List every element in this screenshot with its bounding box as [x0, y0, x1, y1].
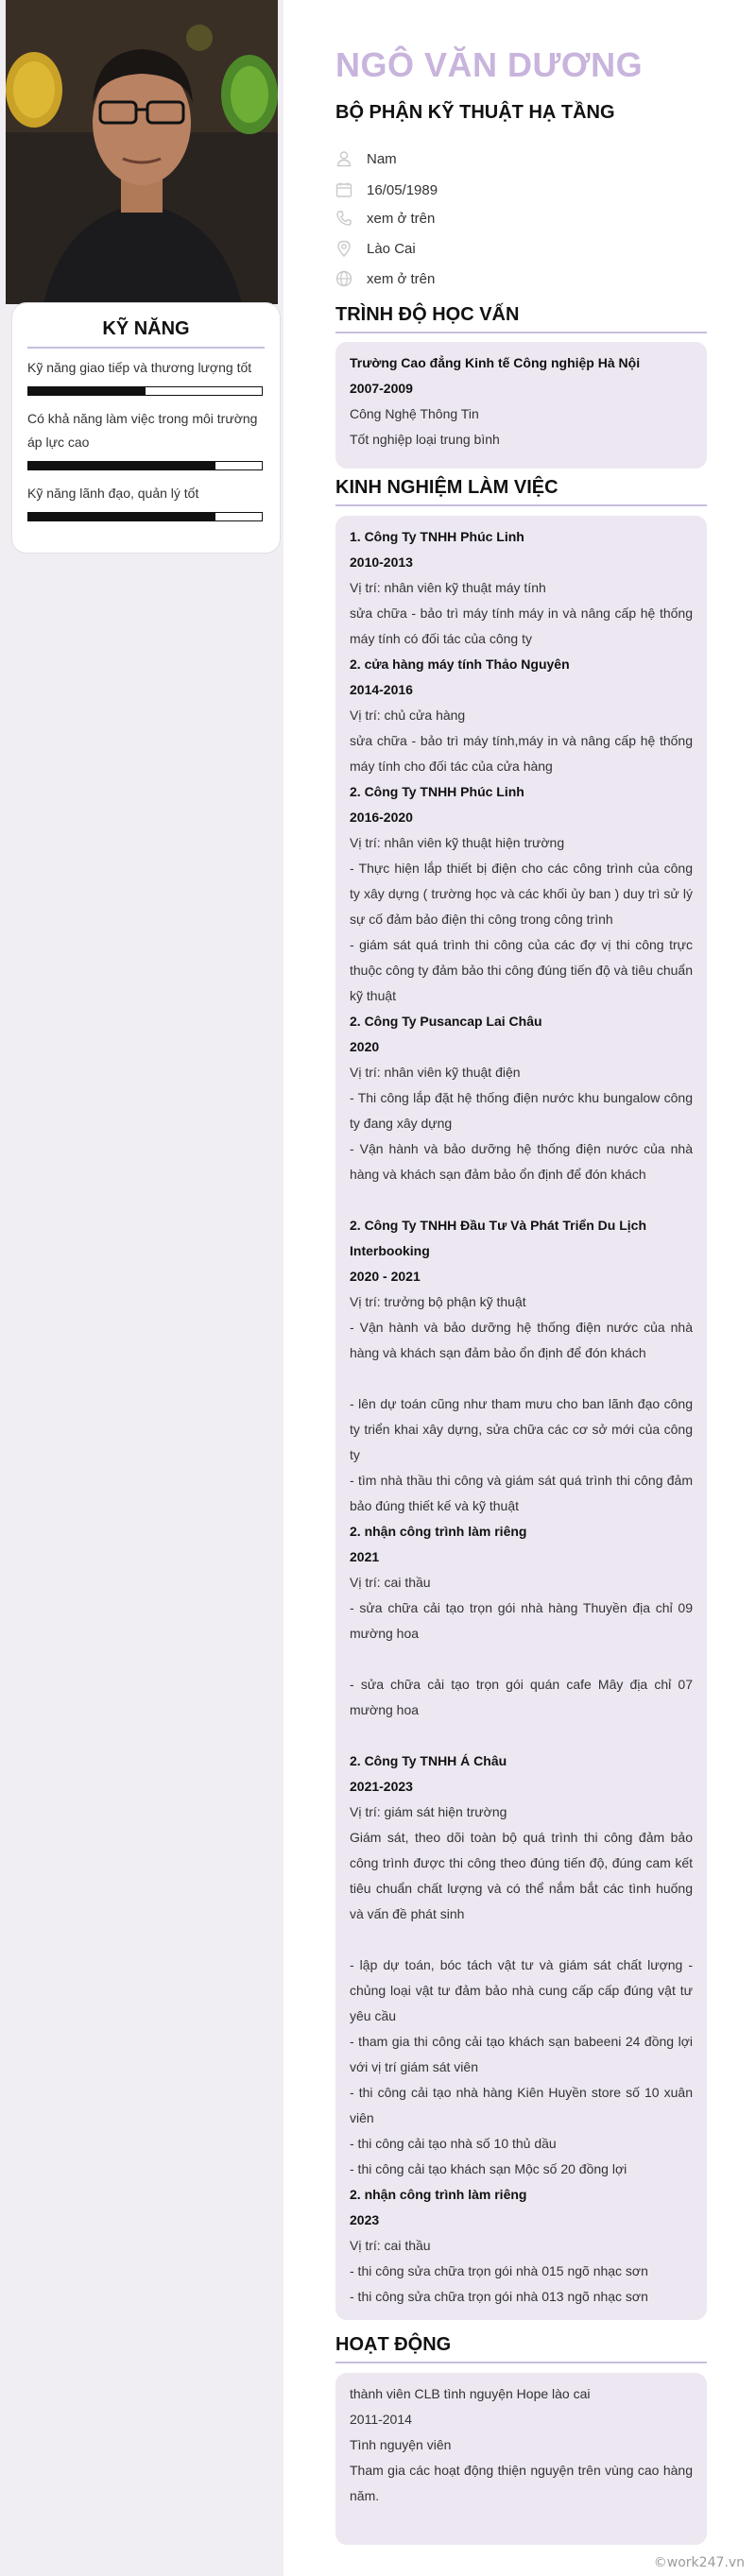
location-pin-icon — [335, 240, 352, 257]
address-row — [335, 237, 416, 260]
phone-row — [335, 207, 435, 230]
job-position: Vị trí: nhân viên kỹ thuật điện — [350, 1065, 521, 1080]
job-description: - lập dự toán, bóc tách vật tư và giám sát chất lượng - chủng loại vật tư đảm bảo nhà cung cấp cấp đúng vật tư yêu cầu — [350, 1957, 693, 2023]
job-position: Vị trí: trưởng bộ phận kỹ thuật — [350, 1294, 526, 1309]
job-description: - thi công sửa chữa trọn gói nhà 013 ngõ nhạc sơn — [350, 2289, 648, 2304]
job-description: - thi công cải tạo khách sạn Mộc số 20 đồng lợi — [350, 2161, 627, 2176]
address-value: Lào Cai — [367, 240, 416, 257]
job-description: - Thực hiện lắp thiết bị điện cho các công trình của công ty xây dựng ( trường học và các khối ủy ban ) duy trì sử lý sự cố đảm bảo điện thi công trong công trình — [350, 861, 693, 927]
job-description: - tìm nhà thầu thi công và giám sát quá trình thi công đảm bảo đúng thiết kế và kỹ thuật — [350, 1473, 693, 1513]
job-description: - thi công cải tạo nhà số 10 thủ dầu — [350, 2136, 557, 2151]
job-description: - giám sát quá trình thi công của các đợ vị thi công trực thuộc công ty đảm bảo thi công đúng tiến độ và tiêu chuẩn kỹ thuật — [350, 937, 693, 1003]
phone-icon — [335, 210, 352, 227]
education-years: 2007-2009 — [350, 381, 413, 396]
job-years: 2020 — [350, 1039, 380, 1054]
phone-value: xem ở trên — [367, 210, 436, 227]
website-value: xem ở trên — [367, 270, 436, 287]
job-position: Vị trí: cai thầu — [350, 2238, 431, 2253]
job-years: 2016-2020 — [350, 810, 413, 825]
activity-org: thành viên CLB tình nguyện Hope lào cai — [350, 2386, 591, 2401]
job-position: Vị trí: nhân viên kỹ thuật hiện trường — [350, 835, 565, 850]
job-description: - thi công sửa chữa trọn gói nhà 015 ngõ nhạc sơn — [350, 2263, 648, 2278]
user-icon — [335, 150, 352, 167]
skill-item — [27, 482, 265, 521]
activity-years: 2011-2014 — [350, 2412, 412, 2427]
activity-description: Tham gia các hoạt động thiện nguyện trên vùng cao hàng năm. — [350, 2463, 693, 2503]
company-name: 2. Công Ty TNHH Á Châu — [350, 1753, 507, 1768]
job-description: - tham gia thi công cải tạo khách sạn babeeni 24 đồng lợi với vị trí giám sát viên — [350, 2034, 693, 2074]
company-name: 2. Công Ty TNHH Phúc Linh — [350, 784, 524, 799]
job-position: Vị trí: nhân viên kỹ thuật máy tính — [350, 580, 546, 595]
experience-title: KINH NGHIỆM LÀM VIỆC — [335, 477, 707, 506]
calendar-icon — [335, 181, 352, 198]
skill-bar — [27, 461, 263, 470]
job-description: - Vận hành và bảo dưỡng hệ thống điện nước của nhà hàng và khách sạn đảm bảo ổn định để đón khách — [350, 1141, 693, 1182]
job-description: - sửa chữa cải tạo trọn gói quán cafe Mây địa chỉ 07 mường hoa — [350, 1677, 693, 1717]
school-name: Trường Cao đẳng Kinh tế Công nghiệp Hà Nội — [350, 355, 641, 370]
education-result: Tốt nghiệp loại trung bình — [350, 432, 500, 447]
job-description: - Thi công lắp đặt hệ thống điện nước khu bungalow công ty đang xây dựng — [350, 1090, 693, 1131]
activity-role: Tình nguyện viên — [350, 2437, 452, 2452]
experience-box — [335, 516, 707, 2320]
skill-label: Kỹ năng giao tiếp và thương lượng tốt — [27, 360, 252, 375]
job-position: Vị trí: cai thầu — [350, 1575, 431, 1590]
job-years: 2023 — [350, 2212, 380, 2227]
skills-title: KỸ NĂNG — [27, 318, 265, 349]
company-name: 2. Công Ty TNHH Đầu Tư Và Phát Triển Du Lịch Interbooking — [350, 1218, 647, 1258]
education-major: Công Nghệ Thông Tin — [350, 406, 479, 421]
company-name: 2. nhận công trình làm riêng — [350, 1524, 527, 1539]
birthdate-value: 16/05/1989 — [367, 181, 438, 198]
skill-bar-fill — [28, 462, 215, 469]
gender-value: Nam — [367, 150, 397, 167]
job-description: - lên dự toán cũng như tham mưu cho ban lãnh đạo công ty triển khai xây dựng, sửa chữa các cơ sở mới của công ty — [350, 1396, 693, 1462]
skill-bar — [27, 512, 263, 521]
job-description: - thi công cải tạo nhà hàng Kiên Huyền store số 10 xuân viên — [350, 2085, 693, 2125]
education-title: TRÌNH ĐỘ HỌC VẤN — [335, 304, 707, 333]
skill-item — [27, 407, 265, 470]
company-name: 2. nhận công trình làm riêng — [350, 2187, 527, 2202]
spacer — [350, 1187, 693, 1213]
skill-label: Có khả năng làm việc trong môi trường áp lực cao — [27, 411, 258, 450]
birthdate-row — [335, 179, 438, 201]
job-position: Vị trí: chủ cửa hàng — [350, 708, 466, 723]
skills-card — [11, 302, 281, 554]
candidate-name: NGÔ VĂN DƯƠNG — [335, 45, 644, 84]
skill-label: Kỹ năng lãnh đạo, quản lý tốt — [27, 486, 199, 501]
skill-item — [27, 356, 265, 396]
spacer — [350, 1366, 693, 1391]
spacer — [350, 1646, 693, 1672]
website-row — [335, 267, 435, 290]
globe-icon — [335, 270, 352, 287]
job-years: 2010-2013 — [350, 554, 413, 570]
department-title: BỘ PHẬN KỸ THUẬT HẠ TẦNG — [335, 102, 615, 123]
gender-row — [335, 147, 397, 170]
activities-title: HOẠT ĐỘNG — [335, 2334, 707, 2363]
job-description: sửa chữa - bảo trì máy tính máy in và nâng cấp hệ thống máy tính có đối tác của công ty — [350, 606, 693, 646]
skill-bar-fill — [28, 513, 215, 520]
job-description: - sửa chữa cải tạo trọn gói nhà hàng Thuyền địa chỉ 09 mường hoa — [350, 1600, 693, 1641]
job-description: Giám sát, theo dõi toàn bộ quá trình thi công đảm bảo công trình được thi công theo đúng tiến độ, đúng cam kết tiêu chuẩn chất lượng và có thể nắm bắt các tình huống và vấn đề phát sinh — [350, 1830, 693, 1921]
company-name: 2. cửa hàng máy tính Thảo Nguyên — [350, 657, 570, 672]
spacer — [350, 1723, 693, 1749]
watermark: ©work247.vn — [653, 2555, 745, 2570]
job-description: sửa chữa - bảo trì máy tính,máy in và nâng cấp hệ thống máy tính cho đối tác của cửa hàng — [350, 733, 693, 774]
spacer — [350, 1927, 693, 1953]
job-years: 2021-2023 — [350, 1779, 413, 1794]
activities-box — [335, 2373, 707, 2545]
education-box — [335, 342, 707, 469]
job-description: - Vận hành và bảo dưỡng hệ thống điện nước của nhà hàng và khách sạn đảm bảo ổn định để đón khách — [350, 1320, 693, 1360]
company-name: 2. Công Ty Pusancap Lai Châu — [350, 1014, 542, 1029]
job-position: Vị trí: giám sát hiện trường — [350, 1804, 507, 1819]
job-years: 2020 - 2021 — [350, 1269, 421, 1284]
avatar-photo — [6, 0, 278, 304]
company-name: 1. Công Ty TNHH Phúc Linh — [350, 529, 524, 544]
job-years: 2021 — [350, 1549, 380, 1564]
skill-bar-fill — [28, 387, 146, 395]
skill-bar — [27, 386, 263, 396]
job-years: 2014-2016 — [350, 682, 413, 697]
